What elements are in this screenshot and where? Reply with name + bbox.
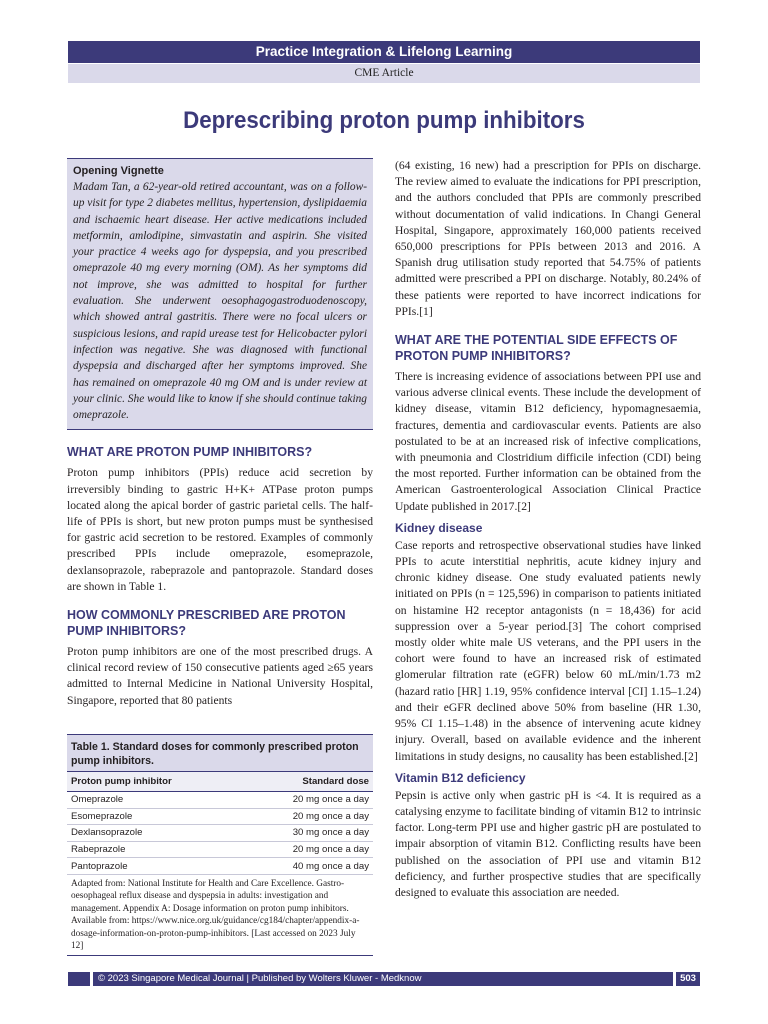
right-column [395,158,701,901]
subheading-b12: Vitamin B12 deficiency [395,770,526,785]
cell-drug: Esomeprazole [67,808,239,825]
subheading-kidney: Kidney disease [395,520,483,535]
footer-stripe [68,972,93,986]
cell-drug: Dexlansoprazole [67,825,239,842]
dose-table [67,771,373,875]
cell-drug: Pantoprazole [67,858,239,875]
opening-vignette-box [67,158,373,430]
column-header-drug: Proton pump inhibitor [67,772,239,792]
section-banner: Practice Integration & Lifelong Learning [68,41,700,63]
article-type-banner: CME Article [68,64,700,83]
footer-copyright: © 2023 Singapore Medical Journal | Published by Wolters Kluwer - Medknow [98,973,422,984]
paragraph-what: Proton pump inhibitors (PPIs) reduce acid secretion by irreversibly binding to gastric H+K+ ATPase proton pumps located along the apical border of gastric parietal cells. The half-life of PPIs is short, but new proton pumps must be synthesised for gastric acid secretion to be restored. Examples of commonly prescribed PPIs include omeprazole, esomeprazole, dexlansoprazole, rabeprazole and pantoprazole. Standard doses are shown in Table 1. [67,466,373,593]
table-row [67,858,373,875]
section-heading-how: HOW COMMONLY PRESCRIBED ARE PROTON PUMP INHIBITORS? [67,608,346,639]
table-source-note: Adapted from: National Institute for Health and Care Excellence. Gastro-oesophageal reflux disease and dyspepsia in adults: investigation and management. Appendix A: Dosage information on proton pump inhibitors. Available from: https://www.nice.org.uk/guidance/cg184/chapter/appendix-a-dosage-information-on-proton-pump-inhibitors. [Last accessed on 2023 July 12] [67,875,373,956]
paragraph-kidney: Case reports and retrospective observational studies have linked PPIs to acute interstitial nephritis, acute kidney injury and chronic kidney disease. One study evaluated patients newly initiated on PPIs (n = 125,596) in comparison to patients initiated on histamine H2 receptor antagonists (n = 18,436) for acid suppression over a 5-year period.[3] The cohort comprised mostly older white male US veterans, and the PPI users in the cohort were found to have an increased risk of estimated glomerular filtration rate (eGFR) below 60 mL/min/1.73 m2 (hazard ratio [HR] 1.19, 95% confidence interval [CI] 1.15–1.24) and their eGFR declined above 50% from baseline (HR 1.30, 95% CI 1.15–1.48) in the absence of intervening acute kidney injury. Overall, based on available evidence and the inherent limitations in study designs, no causality has been established.[2] [395,538,701,763]
cell-drug: Omeprazole [67,792,239,809]
cell-dose: 30 mg once a day [239,825,373,842]
paragraph-how: Proton pump inhibitors are one of the most prescribed drugs. A clinical record review of 150 consecutive patients aged ≥65 years admitted to Internal Medicine in National University Hospital, Singapore, reported that 80 patients [67,645,373,707]
paragraph-continued: (64 existing, 16 new) had a prescription for PPIs on discharge. The review aimed to evaluate the indications for PPI prescription, and the authors concluded that PPIs are commonly prescribed without documentation of valid indications. In Changi General Hospital, Singapore, approximately 160,000 patients received 650,000 prescriptions for PPIs between 2013 and 2016. A Spanish drug utilisation study reported that 54.75% of patients admitted were prescribed a PPI on discharge. Notably, 80.24% of these patients were reported to have incorrect indications for PPIs.[1] [395,159,701,318]
page-footer [68,972,700,986]
cell-dose: 20 mg once a day [239,841,373,858]
table-row [67,841,373,858]
section-heading-side-effects: WHAT ARE THE POTENTIAL SIDE EFFECTS OF PROTON PUMP INHIBITORS? [395,333,678,364]
cell-dose: 40 mg once a day [239,858,373,875]
table-caption: Table 1. Standard doses for commonly prescribed proton pump inhibitors. [67,734,373,771]
paragraph-side-effects: There is increasing evidence of associations between PPI use and various adverse clinical events. These include the development of kidney disease, vitamin B12 deficiency, hypomagnesaemia, fractures, dementia and cardiovascular events. Patients are also postulated to be at an increased risk of infective complications, with pneumonia and Clostridium difficile infection (CDI) being the most reported. Further information can be obtained from the American Gastroenterological Association Clinical Practice Update published in 2017.[2] [395,370,701,513]
cell-drug: Rabeprazole [67,841,239,858]
page-number: 503 [673,972,700,986]
table-1 [67,734,373,956]
table-row [67,792,373,809]
table-row [67,825,373,842]
column-header-dose: Standard dose [239,772,373,792]
vignette-heading: Opening Vignette [73,165,164,177]
table-row [67,808,373,825]
table-header-row [67,772,373,792]
left-column [67,158,373,709]
cell-dose: 20 mg once a day [239,792,373,809]
section-heading-what: WHAT ARE PROTON PUMP INHIBITORS? [67,445,313,460]
article-title: Deprescribing proton pump inhibitors [183,107,585,134]
cell-dose: 20 mg once a day [239,808,373,825]
vignette-text: Madam Tan, a 62-year-old retired accountant, was on a follow-up visit for type 2 diabetes mellitus, hypertension, dyslipidaemia and ischaemic heart disease. Her active medications included metformin, amlodipine, simvastatin and aspirin. She visited your practice 4 weeks ago for dyspepsia, and you prescribed omeprazole 40 mg every morning (OM). As her symptoms did not improve, she was admitted to hospital for further evaluation. She underwent oesophagogastroduodenoscopy, which showed antral gastritis. There were no focal ulcers or suspicious lesions, and rapid urease test for Helicobacter pylori infection was negative. She was diagnosed with functional dyspepsia and discharged after her symptoms improved. She has remained on omeprazole 40 mg OM and is under review at your clinic. She would like to know if she should continue taking omeprazole. [73,181,367,422]
paragraph-b12: Pepsin is active only when gastric pH is <4. It is required as a catalysing enzyme to facilitate binding of vitamin B12 to intrinsic factor. Long-term PPI use and higher gastric pH are postulated to impair absorption of vitamin B12. Conflicting results have been published on the association of PPI use and vitamin B12 deficiency, and further prospective studies that are specifically designed to evaluate this association are needed. [395,788,701,899]
